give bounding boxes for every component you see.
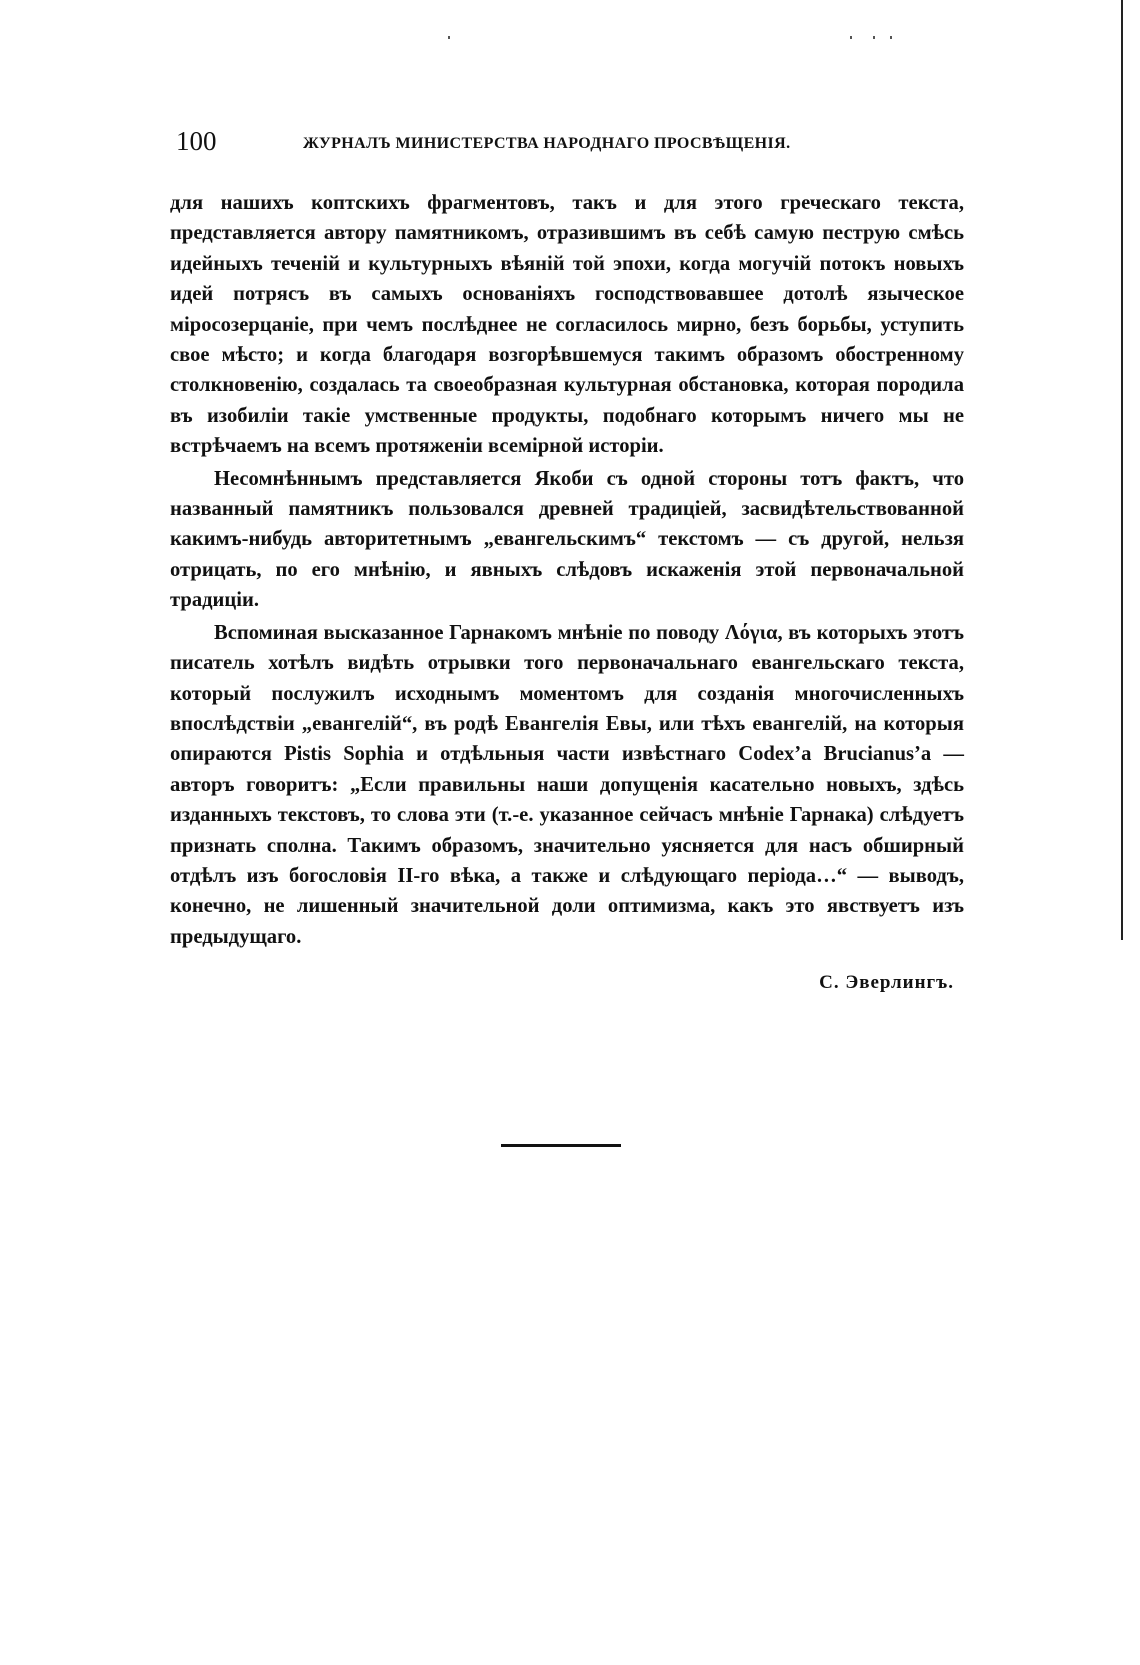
paragraph: Несомнѣннымъ представляется Якоби съ одной стороны тотъ фактъ, что названный памятникъ пользовался древней традиціей, засвидѣтельствованной какимъ-нибудь авторитетнымъ „евангельскимъ“ текстомъ — съ другой, нельзя отрицать, по его мнѣнію, и явныхъ слѣдовъ искаженія этой первоначальной традиціи. xyxy=(170,467,964,612)
scan-speck xyxy=(890,36,892,39)
paragraph: Вспоминая высказанное Гарнакомъ мнѣніе по поводу Λόγια, въ которыхъ этотъ писатель хотѣлъ видѣть отрывки того первоначальнаго евангельскаго текста, который послужилъ исходнымъ моментомъ для созданія многочисленныхъ впослѣдствіи „евангелій“, въ родѣ Евангелія Евы, или тѣхъ евангелій, на которыя опираются Pistis Sophia и отдѣльныя части извѣстнаго Codex’a Brucianus’a — авторъ говоритъ: „Если правильны наши допущенія касательно новыхъ, здѣсь изданныхъ текстовъ, то слова эти (т.-е. указанное сейчасъ мнѣніе Гарнака) слѣдуетъ признать сполна. Такимъ образомъ, значительно уясняется для насъ обширный отдѣлъ изъ богословія II-го вѣка, а также и слѣдующаго періода…“ — выводъ, конечно, не лишенный значительной доли оптимизма, какъ это явствуетъ изъ предыдущаго. xyxy=(170,621,964,948)
section-divider xyxy=(501,1144,621,1147)
document-page xyxy=(170,126,964,994)
page-number: 100 xyxy=(176,126,217,156)
scan-speck xyxy=(873,36,875,39)
author-signature: С. Эверлингъ. xyxy=(819,972,954,994)
paragraph: для нашихъ коптскихъ фрагментовъ, такъ и для этого греческаго текста, представляется автору памятникомъ, отразившимъ въ себѣ самую пеструю смѣсь идейныхъ теченій и культурныхъ вѣяній той эпохи, когда могучій потокъ новыхъ идей потрясъ въ самыхъ основаніяхъ господствовавшее дотолѣ языческое міросозерцаніе, при чемъ послѣднее не согласилось мирно, безъ борьбы, уступить свое мѣсто; и когда благодаря возгорѣвшемуся такимъ образомъ обостренному столкновенію, создалась та своеобразная культурная обстановка, которая породила въ изобиліи такіе умственные продукты, подобнаго которымъ ничего мы не встрѣчаемъ на всемъ протяженіи всемірной исторіи. xyxy=(170,192,964,458)
scan-speck xyxy=(850,36,852,39)
running-title: ЖУРНАЛЪ МИНИСТЕРСТВА НАРОДНАГО ПРОСВѢЩЕНІЯ. xyxy=(303,135,791,152)
page-edge-rule xyxy=(1121,0,1123,940)
page-header xyxy=(170,126,964,166)
scan-speck xyxy=(448,36,450,39)
